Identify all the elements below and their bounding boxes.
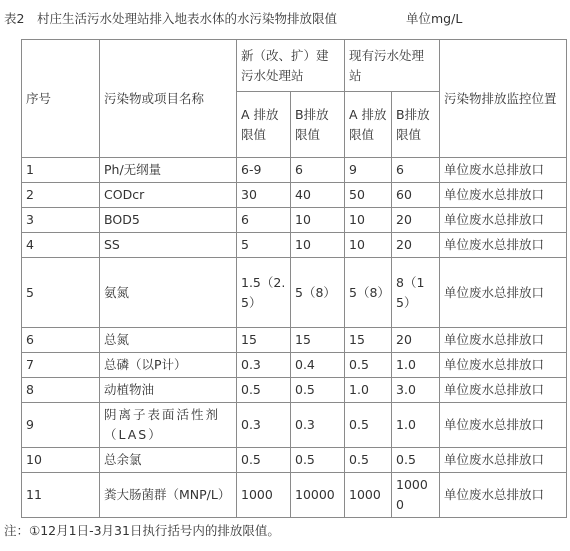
cell-existing-a: 10 bbox=[345, 233, 392, 258]
cell-item-name: 总磷（以P计） bbox=[100, 353, 237, 378]
cell-seq: 4 bbox=[22, 233, 100, 258]
cell-seq: 5 bbox=[22, 258, 100, 328]
cell-new-a: 0.5 bbox=[237, 378, 291, 403]
header-new-a-limit: A 排放限值 bbox=[237, 92, 291, 158]
cell-new-b: 0.5 bbox=[291, 378, 345, 403]
cell-monitor-location: 单位废水总排放口 bbox=[440, 353, 567, 378]
table-title: 表2 村庄生活污水处理站排入地表水体的水污染物排放限值 bbox=[4, 11, 337, 26]
table-row bbox=[22, 208, 567, 233]
header-row bbox=[22, 40, 567, 92]
cell-seq: 2 bbox=[22, 183, 100, 208]
cell-existing-b: 60 bbox=[392, 183, 440, 208]
header-seq: 序号 bbox=[22, 40, 100, 158]
cell-new-a: 0.3 bbox=[237, 403, 291, 448]
cell-monitor-location: 单位废水总排放口 bbox=[440, 473, 567, 518]
table-caption bbox=[4, 8, 564, 30]
cell-new-b: 40 bbox=[291, 183, 345, 208]
cell-monitor-location: 单位废水总排放口 bbox=[440, 233, 567, 258]
header-existing-b-limit: B排放限值 bbox=[392, 92, 440, 158]
cell-existing-b: 3.0 bbox=[392, 378, 440, 403]
cell-seq: 10 bbox=[22, 448, 100, 473]
cell-item-name: 阴离子表面活性剂（LAS） bbox=[100, 403, 237, 448]
cell-item-name: 动植物油 bbox=[100, 378, 237, 403]
cell-existing-b: 20 bbox=[392, 328, 440, 353]
cell-existing-a: 0.5 bbox=[345, 448, 392, 473]
cell-existing-b: 0.5 bbox=[392, 448, 440, 473]
table-row bbox=[22, 353, 567, 378]
cell-seq: 3 bbox=[22, 208, 100, 233]
cell-monitor-location: 单位废水总排放口 bbox=[440, 208, 567, 233]
emission-limits-table bbox=[21, 39, 567, 518]
cell-monitor-location: 单位废水总排放口 bbox=[440, 258, 567, 328]
cell-item-name: 总余氯 bbox=[100, 448, 237, 473]
cell-existing-a: 1000 bbox=[345, 473, 392, 518]
cell-existing-a: 50 bbox=[345, 183, 392, 208]
cell-seq: 11 bbox=[22, 473, 100, 518]
cell-new-b: 0.4 bbox=[291, 353, 345, 378]
cell-item-name: 总氮 bbox=[100, 328, 237, 353]
cell-new-a: 1.5（2.5） bbox=[237, 258, 291, 328]
cell-new-a: 30 bbox=[237, 183, 291, 208]
cell-existing-a: 0.5 bbox=[345, 353, 392, 378]
cell-new-a: 1000 bbox=[237, 473, 291, 518]
cell-new-b: 10000 bbox=[291, 473, 345, 518]
header-existing-station: 现有污水处理站 bbox=[345, 40, 440, 92]
cell-new-b: 0.5 bbox=[291, 448, 345, 473]
header-new-b-limit: B排放限值 bbox=[291, 92, 345, 158]
cell-new-a: 0.5 bbox=[237, 448, 291, 473]
table-body bbox=[22, 158, 567, 518]
cell-monitor-location: 单位废水总排放口 bbox=[440, 183, 567, 208]
cell-new-b: 6 bbox=[291, 158, 345, 183]
cell-item-name: BOD5 bbox=[100, 208, 237, 233]
cell-monitor-location: 单位废水总排放口 bbox=[440, 158, 567, 183]
cell-new-a: 5 bbox=[237, 233, 291, 258]
header-monitor-location: 污染物排放监控位置 bbox=[440, 40, 567, 158]
cell-seq: 1 bbox=[22, 158, 100, 183]
cell-existing-b: 20 bbox=[392, 233, 440, 258]
cell-existing-a: 0.5 bbox=[345, 403, 392, 448]
cell-new-b: 0.3 bbox=[291, 403, 345, 448]
cell-monitor-location: 单位废水总排放口 bbox=[440, 403, 567, 448]
table-row bbox=[22, 258, 567, 328]
cell-monitor-location: 单位废水总排放口 bbox=[440, 448, 567, 473]
cell-new-a: 15 bbox=[237, 328, 291, 353]
cell-item-name: 氨氮 bbox=[100, 258, 237, 328]
cell-new-b: 5（8） bbox=[291, 258, 345, 328]
cell-seq: 8 bbox=[22, 378, 100, 403]
cell-new-a: 0.3 bbox=[237, 353, 291, 378]
table-row bbox=[22, 328, 567, 353]
cell-seq: 9 bbox=[22, 403, 100, 448]
cell-seq: 7 bbox=[22, 353, 100, 378]
cell-new-a: 6 bbox=[237, 208, 291, 233]
cell-existing-a: 15 bbox=[345, 328, 392, 353]
table-row bbox=[22, 378, 567, 403]
table-row bbox=[22, 448, 567, 473]
unit-label: 单位mg/L bbox=[406, 11, 463, 26]
cell-existing-a: 5（8） bbox=[345, 258, 392, 328]
cell-new-a: 6-9 bbox=[237, 158, 291, 183]
cell-item-name: 粪大肠菌群（MNP/L） bbox=[100, 473, 237, 518]
cell-monitor-location: 单位废水总排放口 bbox=[440, 328, 567, 353]
cell-existing-b: 6 bbox=[392, 158, 440, 183]
cell-existing-b: 1.0 bbox=[392, 353, 440, 378]
table-row bbox=[22, 183, 567, 208]
cell-new-b: 10 bbox=[291, 233, 345, 258]
cell-existing-a: 1.0 bbox=[345, 378, 392, 403]
footnote: 注：①12月1日-3月31日执行括号内的排放限值。 bbox=[4, 523, 280, 538]
table-row bbox=[22, 403, 567, 448]
header-new-station: 新（改、扩）建污水处理站 bbox=[237, 40, 345, 92]
cell-existing-b: 20 bbox=[392, 208, 440, 233]
cell-monitor-location: 单位废水总排放口 bbox=[440, 378, 567, 403]
cell-seq: 6 bbox=[22, 328, 100, 353]
table-row bbox=[22, 233, 567, 258]
cell-existing-a: 10 bbox=[345, 208, 392, 233]
header-item: 污染物或项目名称 bbox=[100, 40, 237, 158]
header-existing-a-limit: A 排放限值 bbox=[345, 92, 392, 158]
cell-item-name: SS bbox=[100, 233, 237, 258]
cell-item-name: Ph/无纲量 bbox=[100, 158, 237, 183]
cell-existing-a: 9 bbox=[345, 158, 392, 183]
table-row bbox=[22, 158, 567, 183]
cell-new-b: 15 bbox=[291, 328, 345, 353]
cell-existing-b: 8（15） bbox=[392, 258, 440, 328]
table-row bbox=[22, 473, 567, 518]
cell-new-b: 10 bbox=[291, 208, 345, 233]
cell-item-name: CODcr bbox=[100, 183, 237, 208]
cell-existing-b: 1.0 bbox=[392, 403, 440, 448]
cell-existing-b: 10000 bbox=[392, 473, 440, 518]
